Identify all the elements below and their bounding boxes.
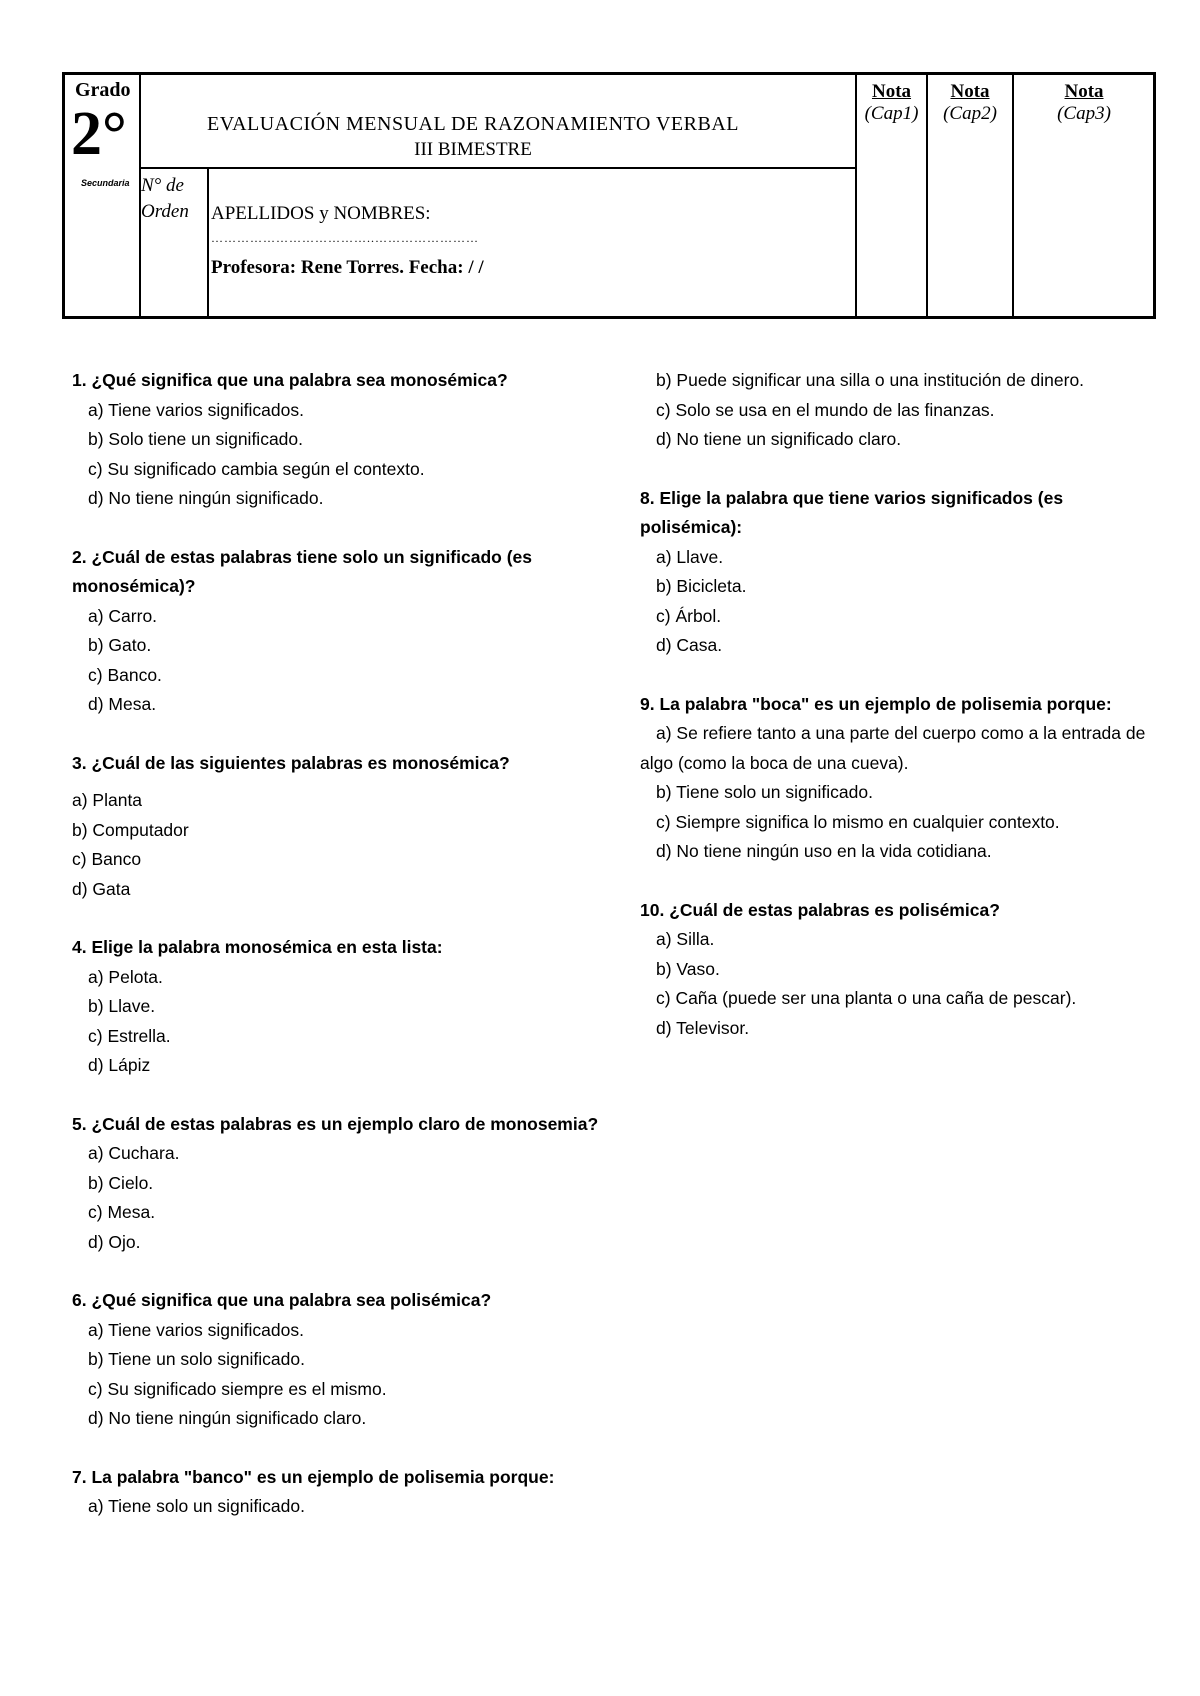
- option: d) No tiene un significado claro.: [656, 429, 902, 449]
- option: b) Tiene un solo significado.: [88, 1349, 305, 1369]
- option: b) Vaso.: [656, 958, 720, 979]
- question-5: [72, 1110, 628, 1258]
- question-7-continued: [640, 366, 1160, 455]
- name-line: ………………………………..……………………: [211, 231, 479, 245]
- question-3: [72, 749, 628, 905]
- apellidos-label: APELLIDOS y NOMBRES:: [211, 203, 431, 224]
- grado-label: Grado: [75, 79, 131, 101]
- option: a) Tiene solo un significado.: [88, 1496, 305, 1516]
- option: a) Carro.: [88, 605, 158, 626]
- nota-cap3: [1014, 81, 1154, 125]
- question-8: [640, 484, 1160, 661]
- question-6: [72, 1286, 628, 1434]
- profesora-line: Profesora: Rene Torres. Fecha: / /: [211, 257, 484, 278]
- nota-cap: (Cap1): [864, 103, 919, 124]
- questions-column-left: [72, 366, 628, 1522]
- option: d) Gata: [72, 878, 131, 899]
- option: a) Tiene varios significados.: [88, 399, 304, 420]
- nota-cap: (Cap3): [1057, 103, 1111, 124]
- option: d) Casa.: [656, 635, 723, 655]
- option: c) Solo se usa en el mundo de las finanzas.: [656, 399, 995, 420]
- option: a) Se refiere tanto a una parte del cuerpo como a la entrada de algo (como la boca de una cueva).: [640, 723, 1146, 773]
- question-text: 4. Elige la palabra monosémica en esta lista:: [72, 937, 443, 957]
- option: d) Ojo.: [88, 1231, 141, 1252]
- question-1: [72, 366, 628, 514]
- question-9: [640, 690, 1160, 867]
- orden-label: N° de Orden: [141, 175, 189, 222]
- option: a) Tiene varios significados.: [88, 1319, 304, 1340]
- header-table: [62, 72, 1156, 319]
- question-10: [640, 896, 1160, 1044]
- question-text: 9. La palabra "boca" es un ejemplo de polisemia porque:: [640, 693, 1112, 714]
- question-2: [72, 543, 628, 720]
- option: a) Cuchara.: [88, 1143, 180, 1163]
- option: b) Computador: [72, 819, 189, 840]
- option: c) Caña (puede ser una planta o una caña de pescar).: [656, 988, 1077, 1008]
- question-text: 6. ¿Qué significa que una palabra sea polisémica?: [72, 1290, 492, 1310]
- option: c) Árbol.: [656, 605, 722, 626]
- question-7: [72, 1463, 628, 1522]
- option: b) Tiene solo un significado.: [656, 782, 873, 802]
- option: c) Estrella.: [88, 1025, 171, 1046]
- divider: [139, 167, 855, 169]
- questions-column-right: [640, 366, 1160, 1043]
- question-text: 5. ¿Cuál de estas palabras es un ejemplo claro de monosemia?: [72, 1113, 599, 1134]
- option: c) Banco: [72, 849, 142, 869]
- nota-cap2: [928, 81, 1012, 125]
- nota-label: Nota: [1064, 81, 1104, 102]
- option: b) Llave.: [88, 996, 156, 1016]
- grado-level: Secundaria: [81, 178, 130, 188]
- option: c) Su significado cambia según el contexto.: [88, 458, 425, 479]
- option: b) Solo tiene un significado.: [88, 429, 303, 449]
- option: a) Silla.: [656, 929, 715, 949]
- question-text: 8. Elige la palabra que tiene varios significados (es polisémica):: [640, 487, 1064, 537]
- option: d) No tiene ningún uso en la vida cotidiana.: [656, 841, 992, 861]
- option: c) Banco.: [88, 664, 162, 685]
- question-text: 1. ¿Qué significa que una palabra sea monosémica?: [72, 370, 508, 390]
- option: a) Pelota.: [88, 966, 163, 987]
- option: b) Puede significar una silla o una institución de dinero.: [656, 370, 1085, 390]
- option: d) Mesa.: [88, 694, 157, 714]
- option: a) Planta: [72, 790, 143, 810]
- option: b) Bicicleta.: [656, 576, 747, 596]
- option: d) No tiene ningún significado.: [88, 488, 324, 508]
- nota-cap1: [857, 81, 926, 125]
- option: a) Llave.: [656, 546, 724, 567]
- option: d) No tiene ningún significado claro.: [88, 1408, 367, 1428]
- option: c) Mesa.: [88, 1202, 156, 1222]
- nota-cap: (Cap2): [943, 103, 997, 124]
- nota-label: Nota: [871, 81, 912, 102]
- grado-number: 2°: [71, 100, 127, 168]
- nota-label: Nota: [950, 81, 990, 102]
- evaluation-title: EVALUACIÓN MENSUAL DE RAZONAMIENTO VERBAL: [207, 113, 739, 135]
- option: d) Lápiz: [88, 1055, 151, 1075]
- option: b) Cielo.: [88, 1172, 154, 1193]
- question-text: 2. ¿Cuál de estas palabras tiene solo un significado (es monosémica)?: [72, 546, 532, 596]
- question-text: 10. ¿Cuál de estas palabras es polisémica?: [640, 899, 1000, 920]
- question-text: 3. ¿Cuál de las siguientes palabras es monosémica?: [72, 752, 510, 773]
- question-4: [72, 933, 628, 1081]
- evaluation-subtitle: III BIMESTRE: [414, 139, 532, 160]
- option: c) Siempre significa lo mismo en cualquier contexto.: [656, 811, 1060, 832]
- divider: [207, 167, 209, 316]
- option: b) Gato.: [88, 635, 152, 655]
- option: d) Televisor.: [656, 1017, 750, 1038]
- option: c) Su significado siempre es el mismo.: [88, 1378, 387, 1399]
- question-text: 7. La palabra "banco" es un ejemplo de polisemia porque:: [72, 1466, 555, 1487]
